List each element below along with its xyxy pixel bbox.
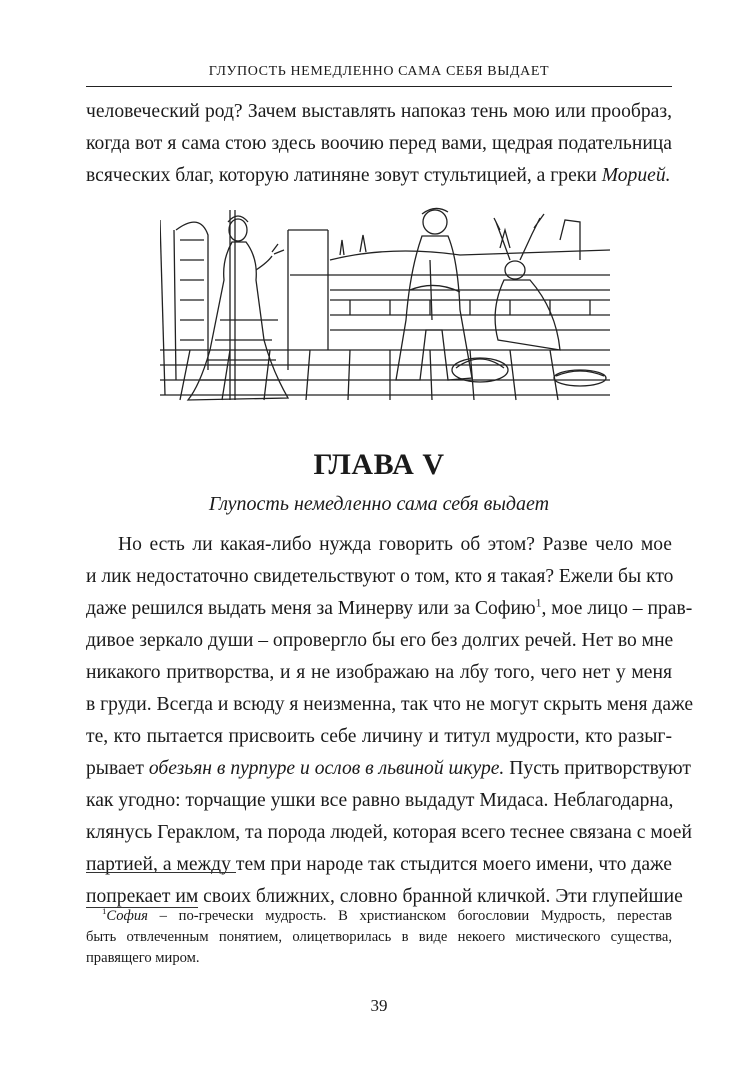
text-line: те, кто пытается присвоить себе личину и титул мудрости, кто разыг- xyxy=(86,726,672,747)
text-line xyxy=(86,593,693,625)
running-head: ГЛУПОСТЬ НЕМЕДЛЕННО САМА СЕБЯ ВЫДАЕТ xyxy=(208,64,550,79)
text-line xyxy=(86,160,672,192)
text-line: никакого притворства, и я не изображаю на лбу того, чего нет у меня xyxy=(86,662,672,683)
text-span: Пусть притворствуют xyxy=(504,758,691,779)
text-line: и лик недостаточно свидетельствуют о том, кто я такая? Ежели бы кто xyxy=(86,566,674,587)
text-span: даже решился выдать меня за Минерву или за Софию xyxy=(86,598,536,619)
footnote-term: София xyxy=(106,908,148,924)
footnote-ref[interactable]: 1 xyxy=(535,596,542,610)
chapter-title: ГЛАВА V xyxy=(313,448,445,481)
text-line: клянусь Гераклом, та порода людей, которая всего теснее связана с моей xyxy=(86,822,692,843)
chapter-subtitle: Глупость немедленно сама себя выдает xyxy=(208,493,550,515)
text-span: всяческих благ, которую латиняне зовут стультицией, а греки xyxy=(86,165,602,186)
text-line: когда вот я сама стою здесь воочию перед вами, щедрая подательница xyxy=(86,133,672,154)
woodcut-illustration-icon xyxy=(160,200,610,410)
footnote-marker: 1 xyxy=(102,906,107,917)
text-line: в груди. Всегда и всюду я неизменна, так что не могут скрыть меня даже xyxy=(86,694,694,715)
text-line: как угодно: торчащие ушки все равно выдадут Мидаса. Неблагодарна, xyxy=(86,790,674,811)
opening-paragraph xyxy=(86,96,672,192)
footnote-line: быть отвлеченным понятием, олицетворилась в виде некоего мистического существа, xyxy=(86,929,672,945)
text-line: партией, а между тем при народе так стыдится моего имени, что даже xyxy=(86,854,672,875)
footnote-rule xyxy=(86,872,236,873)
header-rule xyxy=(86,86,672,87)
italic-phrase: обезьян в пурпуре и ослов в львиной шкуре. xyxy=(148,758,505,779)
text-line: дивое зеркало души – опровергло бы его без долгих речей. Нет во мне xyxy=(86,630,674,651)
page-number: 39 xyxy=(370,996,388,1015)
text-span: – по-гречески мудрость. В христианском богословии Мудрость, перестав xyxy=(147,908,672,924)
body-paragraph xyxy=(86,529,694,913)
text-span: рывает xyxy=(86,758,149,779)
underlined-phrase: попрекает им xyxy=(86,886,199,907)
text-span: своих ближних, словно бранной кличкой. Эти глупейшие xyxy=(198,886,683,907)
text-span: , мое лицо – прав- xyxy=(541,598,693,619)
footnote xyxy=(86,906,672,969)
footnote-line: правящего миром. xyxy=(86,950,200,966)
text-line: человеческий род? Зачем выставлять напоказ тень мою или прообраз, xyxy=(86,101,672,122)
text-line xyxy=(86,753,691,785)
text-line: Но есть ли какая-либо нужда говорить об этом? Разве чело мое xyxy=(118,534,672,555)
footnote-line xyxy=(86,906,672,927)
italic-term-moria: Морией. xyxy=(601,165,671,186)
